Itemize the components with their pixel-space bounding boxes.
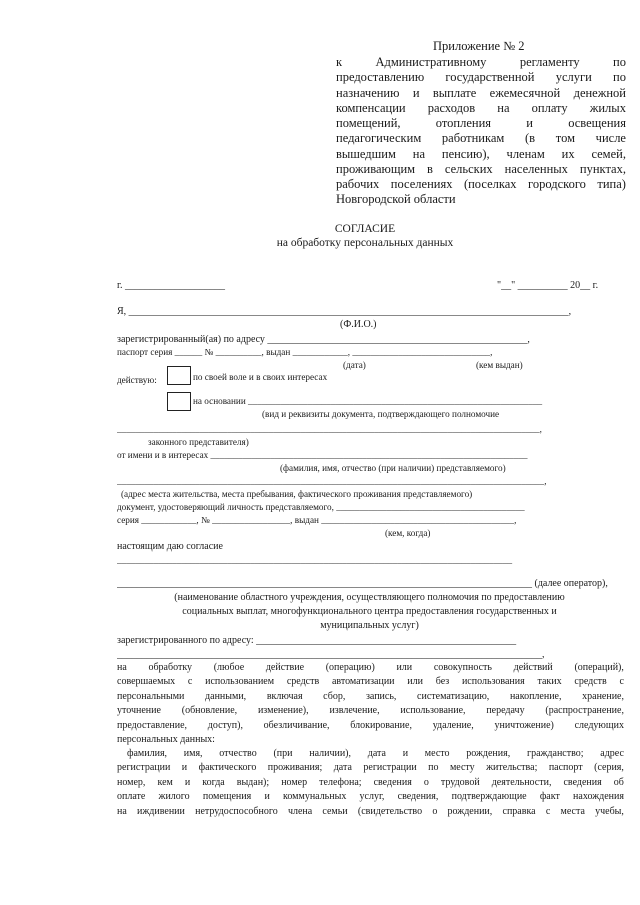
- appendix-title: Приложение № 2: [433, 39, 525, 53]
- appendix-word: их: [561, 146, 575, 161]
- body-word: систематизацию,: [417, 690, 490, 702]
- document-subtitle: на обработку персональных данных: [276, 237, 454, 249]
- document-title: СОГЛАСИЕ: [334, 223, 396, 235]
- appendix-word: (в: [525, 131, 536, 146]
- appendix-word: регламенту: [519, 55, 580, 69]
- personal-data-word: коммунальных: [283, 791, 347, 803]
- operator-line-2: ___________________________________________________________________________________ (далее оператор),: [117, 579, 608, 589]
- personal-data-word: дата: [333, 762, 352, 774]
- body-word: доступ),: [207, 719, 243, 731]
- operator-line-1: ______________________________________________________________________________________: [117, 556, 513, 565]
- body-word: предоставление,: [117, 719, 188, 731]
- personal-data-word: справка: [502, 805, 536, 817]
- appendix-word: Административному: [375, 55, 487, 69]
- body-word: совершаемых: [117, 676, 176, 688]
- body-line: [117, 692, 624, 702]
- own-interest-checkbox[interactable]: [167, 366, 191, 385]
- personal-data-word: наличии),: [309, 748, 352, 759]
- body-word: передачу: [486, 705, 525, 717]
- body-word: обработку: [148, 662, 193, 673]
- appendix-word: семей,: [591, 146, 626, 161]
- personal-data-word: помещения: [202, 791, 252, 803]
- personal-data-word: услуг,: [359, 791, 385, 803]
- personal-data-word: с: [545, 805, 551, 817]
- appendix-word: и: [412, 85, 420, 100]
- appendix-line: [336, 163, 626, 176]
- body-line: [117, 677, 624, 687]
- personal-data-word: и: [402, 748, 409, 759]
- appendix-word: типа): [597, 177, 626, 191]
- body-word: использования: [461, 676, 525, 688]
- personal-data-word: гражданство;: [526, 748, 584, 759]
- personal-data-word: рождении,: [447, 805, 493, 817]
- body-word: действий: [513, 662, 553, 673]
- appendix-word: помещений,: [336, 116, 401, 130]
- city-field: г. ____________________: [117, 280, 225, 291]
- body-word: (распространение,: [545, 705, 624, 717]
- personal-data-word: рождения,: [466, 748, 511, 759]
- operator-registered: зарегистрированного по адресу: ____________________________________________________: [117, 636, 517, 646]
- appendix-word: отопления: [435, 116, 492, 130]
- personal-data-word: регистрации: [117, 762, 171, 774]
- body-word: (обновление,: [181, 705, 238, 717]
- appendix-word: рабочих: [336, 177, 380, 191]
- personal-data-word: месту: [449, 762, 475, 774]
- appendix-word: по: [613, 70, 626, 85]
- body-word: сбор,: [323, 690, 346, 702]
- acting-label: действую:: [117, 375, 157, 385]
- body-word: (любое: [213, 662, 245, 673]
- basis-caption: (вид и реквизиты документа, подтверждающего полномочие: [262, 409, 500, 419]
- body-word: удаление,: [432, 719, 474, 731]
- appendix-word: сельских: [444, 161, 493, 176]
- personal-data-word: члена: [287, 805, 313, 817]
- body-word: включая: [266, 690, 303, 702]
- personal-data-word: места: [560, 805, 585, 817]
- personal-data-word: проживания;: [267, 762, 323, 774]
- appendix-word: расходов: [427, 100, 476, 115]
- appendix-line: [336, 87, 626, 100]
- appendix-word: на: [412, 146, 426, 161]
- appendix-word: и: [526, 116, 533, 130]
- personal-data-word: по: [428, 762, 439, 774]
- name-line: Я, ________________________________________________________________________________________,: [117, 307, 572, 317]
- body-word: (операцию): [325, 662, 375, 673]
- body-word: персональными: [117, 690, 185, 702]
- body-word: использованием: [205, 676, 275, 688]
- body-word: накопление,: [509, 690, 562, 702]
- personal-data-word: когда: [202, 776, 225, 788]
- appendix-word: оплату: [531, 100, 568, 115]
- appendix-word: денежной: [573, 85, 626, 100]
- basis-line: на основании ________________________________________________________________: [193, 397, 543, 406]
- appendix-word: в: [427, 161, 433, 176]
- personal-data-word: (серия,: [594, 762, 624, 774]
- body-word: действие: [265, 662, 305, 673]
- appendix-word: компенсации: [336, 100, 406, 115]
- appendix-line: [336, 148, 626, 161]
- body-word: данными,: [205, 690, 247, 702]
- body-word: на: [117, 662, 127, 673]
- operator-registered-2: _____________________________________________________________________________________,: [117, 650, 545, 660]
- appendix-line: [336, 178, 626, 191]
- personal-data-word: и: [184, 776, 191, 788]
- appendix-word: ежемесячной: [489, 85, 561, 100]
- body-word: с: [619, 676, 624, 688]
- id-document-line: документ, удостоверяющий личность представляемого, _________________________________________: [117, 503, 525, 512]
- appendix-word: на: [497, 100, 510, 115]
- appendix-word: вышедшим: [336, 146, 396, 161]
- consent-phrase: настоящим даю согласие: [117, 541, 223, 552]
- body-word: таких: [537, 676, 562, 688]
- own-interest-label: по своей воле и в своих интересах: [193, 372, 328, 382]
- passport-line: паспорт серия ______ № __________, выдан ____________, ______________________________,: [117, 348, 493, 357]
- appendix-word: предоставлению: [336, 70, 425, 85]
- operator-caption-3: муниципальных услуг): [320, 620, 419, 631]
- appendix-line: [336, 132, 626, 145]
- appendix-word: жилых: [589, 100, 626, 115]
- personal-data-word: иждивении: [137, 805, 185, 817]
- body-word: или: [396, 662, 413, 673]
- personal-data-word: жилого: [158, 791, 190, 803]
- personal-data-word: подтверждающие: [451, 791, 527, 803]
- appendix-word: том: [555, 131, 575, 146]
- appendix-last-line: Новгородской области: [336, 192, 456, 206]
- personal-data-word: на: [117, 805, 127, 817]
- appendix-word: поселениях: [390, 177, 453, 191]
- appendix-word: городского: [528, 177, 586, 191]
- appendix-word: услуги: [555, 70, 592, 85]
- appendix-word: работникам: [441, 131, 505, 146]
- appendix-word: назначению: [336, 85, 400, 100]
- personal-data-word: фамилия,: [127, 748, 168, 759]
- body-line: [117, 706, 624, 716]
- personal-data-line: [127, 749, 624, 759]
- personal-data-word: сведения: [563, 776, 602, 788]
- personal-data-word: (при: [273, 748, 293, 759]
- body-word: или: [407, 676, 423, 688]
- appendix-word: пенсию),: [441, 146, 490, 161]
- body-word: средств: [286, 676, 320, 688]
- legal-representative: законного представителя): [148, 437, 249, 447]
- appendix-word: государственной: [445, 70, 535, 85]
- personal-data-word: факт: [539, 791, 560, 803]
- personal-data-word: об: [613, 776, 624, 788]
- behalf-line: от имени и в интересах _____________________________________________________________________: [117, 451, 528, 460]
- fio-caption: (Ф.И.О.): [340, 319, 377, 330]
- body-word: следующих: [574, 719, 624, 731]
- behalf-caption: (фамилия, имя, отчество (при наличии) представляемого): [280, 463, 506, 473]
- personal-data-line: [117, 778, 624, 788]
- body-line: [117, 721, 624, 731]
- id-caption: (кем, когда): [385, 528, 431, 538]
- personal-data-word: отчество: [219, 748, 257, 759]
- issued-by-caption: (кем выдан): [476, 360, 523, 370]
- address-caption: (адрес места жительства, места пребывания, фактического проживания представляемого): [121, 489, 473, 499]
- id-series-line: серия ____________, № _________________, выдан __________________________________________,: [117, 516, 517, 525]
- personal-data-word: учебы,: [595, 805, 624, 817]
- body-word: (операций),: [574, 662, 624, 673]
- personal-data-word: сведения: [373, 776, 412, 788]
- appendix-word: числе: [595, 131, 626, 146]
- basis-line-2: ____________________________________________________________________________________________,: [117, 425, 542, 434]
- body-word: уточнение: [117, 705, 161, 717]
- appendix-word: членам: [506, 146, 545, 161]
- body-word: хранение,: [582, 690, 624, 702]
- appendix-line: [336, 117, 626, 130]
- operator-caption-1: (наименование областного учреждения, осуществляющего полномочия по предоставлению: [174, 592, 565, 603]
- personal-data-word: дата: [367, 748, 386, 759]
- appendix-word: выплате: [432, 85, 477, 100]
- personal-data-line: [117, 763, 624, 773]
- personal-data-word: сведения,: [397, 791, 439, 803]
- date-caption: (дата): [343, 360, 366, 370]
- personal-data-word: о: [423, 776, 429, 788]
- date-field: "__" __________ 20__ г.: [497, 280, 599, 291]
- body-word: обезличивание,: [263, 719, 330, 731]
- body-word: использование,: [400, 705, 466, 717]
- personal-data-word: адрес: [600, 748, 624, 759]
- appendix-word: (поселках: [463, 177, 517, 191]
- personal-data-word: номер,: [117, 776, 146, 788]
- personal-data-word: номер: [281, 776, 308, 788]
- personal-data-word: семьи: [322, 805, 348, 817]
- appendix-word: освещения: [568, 116, 626, 130]
- personal-data-word: телефона;: [319, 776, 362, 788]
- appendix-word: пунктах,: [579, 161, 626, 176]
- body-word: средств: [574, 676, 607, 688]
- body-word: уничтожение): [494, 719, 554, 731]
- appendix-word: по: [613, 55, 626, 69]
- personal-data-word: о: [432, 805, 438, 817]
- body-word: извлечение,: [329, 705, 380, 717]
- appendix-word: проживающим: [336, 161, 416, 176]
- personal-data-word: выдан);: [236, 776, 270, 788]
- personal-data-word: фактического: [198, 762, 257, 774]
- appendix-line: [336, 102, 626, 115]
- body-last-line: персональных данных:: [117, 734, 215, 745]
- personal-data-word: паспорт: [548, 762, 583, 774]
- body-word: с: [187, 676, 193, 688]
- appendix-line: [336, 71, 626, 84]
- personal-data-word: оплате: [117, 791, 146, 803]
- personal-data-word: место: [424, 748, 450, 759]
- personal-data-word: трудовой: [440, 776, 480, 788]
- personal-data-word: имя,: [183, 748, 203, 759]
- personal-data-word: (свидетельство: [357, 805, 423, 817]
- address-line: _____________________________________________________________________________________________,: [117, 477, 547, 486]
- body-word: совокупность: [433, 662, 492, 673]
- personal-data-line: [117, 807, 624, 817]
- personal-data-word: нахождения: [573, 791, 624, 803]
- appendix-line: [336, 56, 626, 69]
- personal-data-word: жительства;: [486, 762, 538, 774]
- personal-data-word: регистрации: [363, 762, 417, 774]
- appendix-word: к: [336, 55, 343, 69]
- personal-data-word: и: [264, 791, 270, 803]
- body-word: блокирование,: [350, 719, 412, 731]
- body-word: изменение),: [257, 705, 309, 717]
- appendix-word: населенных: [504, 161, 568, 176]
- body-word: автоматизации: [331, 676, 395, 688]
- body-word: без: [435, 676, 450, 688]
- basis-checkbox[interactable]: [167, 392, 191, 411]
- body-word: запись,: [365, 690, 397, 702]
- personal-data-word: кем: [157, 776, 173, 788]
- appendix-word: педагогическим: [336, 131, 422, 146]
- personal-data-line: [117, 792, 624, 802]
- personal-data-word: и: [181, 762, 188, 774]
- operator-caption-2: социальных выплат, многофункционального центра предоставления государственных и: [182, 606, 557, 617]
- body-line: [117, 663, 624, 673]
- registered-address: зарегистрированный(ая) по адресу ____________________________________________________,: [117, 335, 530, 345]
- personal-data-word: деятельности,: [491, 776, 552, 788]
- personal-data-word: нетрудоспособного: [195, 805, 278, 817]
